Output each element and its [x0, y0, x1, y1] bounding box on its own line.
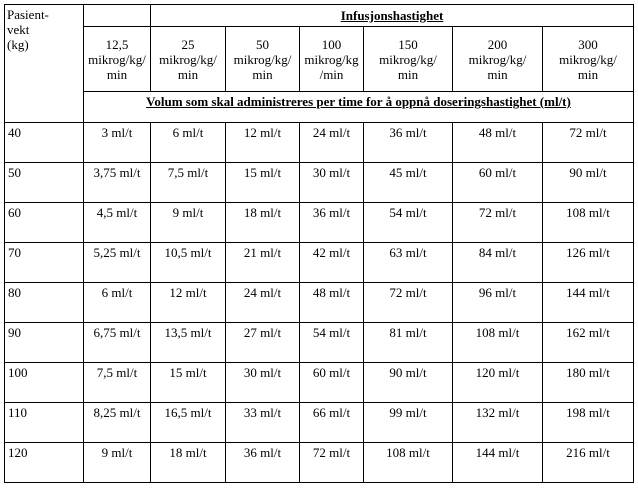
rate-unit2: min — [487, 66, 508, 82]
volume-cell: 16,5 ml/t — [151, 403, 226, 443]
rate-value: 150 — [398, 36, 418, 52]
rate-header-cell — [151, 27, 226, 92]
volume-cell: 36 ml/t — [300, 203, 364, 243]
volume-cell: 96 ml/t — [453, 283, 543, 323]
volume-cell: 9 ml/t — [151, 203, 226, 243]
dosage-table — [4, 4, 634, 483]
rate-value: 200 — [487, 36, 508, 52]
rate-unit2: min — [397, 66, 419, 82]
volume-cell: 72 ml/t — [543, 123, 634, 163]
volume-cell: 18 ml/t — [151, 443, 226, 483]
rate-unit1: mikrog/kg/ — [233, 51, 292, 67]
table-body — [5, 123, 634, 483]
volume-cell: 42 ml/t — [300, 243, 364, 283]
volume-cell: 8,25 ml/t — [84, 403, 151, 443]
volume-cell: 60 ml/t — [300, 363, 364, 403]
volume-cell: 72 ml/t — [300, 443, 364, 483]
volume-cell: 30 ml/t — [300, 163, 364, 203]
volume-cell: 9 ml/t — [84, 443, 151, 483]
weight-label-line3: (kg) — [7, 37, 29, 52]
volume-cell: 72 ml/t — [453, 203, 543, 243]
rate-value: 12,5 — [105, 36, 129, 52]
volume-cell: 216 ml/t — [543, 443, 634, 483]
volume-cell: 72 ml/t — [364, 283, 453, 323]
weight-cell: 90 — [5, 323, 84, 363]
volume-cell: 99 ml/t — [364, 403, 453, 443]
volume-cell: 54 ml/t — [300, 323, 364, 363]
rate-value: 100 — [321, 36, 342, 52]
table-row — [5, 163, 634, 203]
rate-header-cell — [226, 27, 300, 92]
volume-cell: 162 ml/t — [543, 323, 634, 363]
volume-cell: 36 ml/t — [226, 443, 300, 483]
weight-label-line1: Pasient- — [7, 7, 49, 22]
volume-cell: 144 ml/t — [543, 283, 634, 323]
volume-cell: 24 ml/t — [300, 123, 364, 163]
volume-cell: 54 ml/t — [364, 203, 453, 243]
rate-value: 300 — [578, 36, 598, 52]
volume-cell: 7,5 ml/t — [84, 363, 151, 403]
volume-cell: 6 ml/t — [84, 283, 151, 323]
volume-cell: 198 ml/t — [543, 403, 634, 443]
rate-unit2: min — [177, 66, 199, 82]
volume-cell: 120 ml/t — [453, 363, 543, 403]
volume-cell: 10,5 ml/t — [151, 243, 226, 283]
volume-cell: 24 ml/t — [226, 283, 300, 323]
volume-cell: 7,5 ml/t — [151, 163, 226, 203]
rate-unit2: min — [252, 66, 273, 82]
volume-cell: 13,5 ml/t — [151, 323, 226, 363]
volume-cell: 180 ml/t — [543, 363, 634, 403]
table-row — [5, 123, 634, 163]
volume-cell: 108 ml/t — [543, 203, 634, 243]
volume-cell: 18 ml/t — [226, 203, 300, 243]
volume-cell: 81 ml/t — [364, 323, 453, 363]
rate-unit1: mikrog/kg/ — [559, 51, 617, 67]
volume-cell: 6 ml/t — [151, 123, 226, 163]
weight-cell: 120 — [5, 443, 84, 483]
volume-cell: 12 ml/t — [151, 283, 226, 323]
rate-header-cell — [453, 27, 543, 92]
volume-cell: 126 ml/t — [543, 243, 634, 283]
volume-cell: 48 ml/t — [453, 123, 543, 163]
weight-column-header — [5, 5, 84, 123]
rate-value: 25 — [181, 36, 195, 52]
rate-unit1: mikrog/kg/ — [88, 51, 146, 67]
rate-header-cell — [300, 27, 364, 92]
volume-cell: 27 ml/t — [226, 323, 300, 363]
weight-cell: 50 — [5, 163, 84, 203]
volume-cell: 90 ml/t — [364, 363, 453, 403]
table-row — [5, 283, 634, 323]
volume-cell: 5,25 ml/t — [84, 243, 151, 283]
volume-cell: 6,75 ml/t — [84, 323, 151, 363]
weight-cell: 60 — [5, 203, 84, 243]
volume-cell: 12 ml/t — [226, 123, 300, 163]
volume-cell: 63 ml/t — [364, 243, 453, 283]
volume-cell: 15 ml/t — [226, 163, 300, 203]
rate-unit1: mikrog/kg/ — [379, 51, 437, 67]
rate-unit1: mikrog/kg/ — [159, 51, 217, 67]
rate-unit2: min — [577, 66, 599, 82]
volume-cell: 36 ml/t — [364, 123, 453, 163]
volume-cell: 132 ml/t — [453, 403, 543, 443]
table-row — [5, 363, 634, 403]
weight-cell: 80 — [5, 283, 84, 323]
table-row — [5, 203, 634, 243]
rate-header-cell — [364, 27, 453, 92]
rate-unit2: min — [106, 66, 128, 82]
rate-value: 50 — [256, 36, 269, 52]
volume-cell: 60 ml/t — [453, 163, 543, 203]
table-row — [5, 323, 634, 363]
rate-header-row — [5, 27, 634, 92]
rate-unit2: /min — [319, 66, 344, 82]
volume-cell: 4,5 ml/t — [84, 203, 151, 243]
weight-cell: 110 — [5, 403, 84, 443]
weight-cell: 100 — [5, 363, 84, 403]
volume-cell: 144 ml/t — [453, 443, 543, 483]
volume-cell: 48 ml/t — [300, 283, 364, 323]
volume-cell: 33 ml/t — [226, 403, 300, 443]
volume-cell: 90 ml/t — [543, 163, 634, 203]
weight-cell: 70 — [5, 243, 84, 283]
rate-unit1: mikrog/kg — [304, 51, 359, 67]
weight-label-line2: vekt — [7, 22, 30, 37]
corner-blank-cell — [84, 5, 151, 27]
rate-header-cell — [543, 27, 634, 92]
volume-cell: 84 ml/t — [453, 243, 543, 283]
table-row — [5, 243, 634, 283]
table-row — [5, 403, 634, 443]
volume-cell: 108 ml/t — [453, 323, 543, 363]
volume-cell: 3,75 ml/t — [84, 163, 151, 203]
volume-cell: 108 ml/t — [364, 443, 453, 483]
volume-cell: 15 ml/t — [151, 363, 226, 403]
volume-cell: 21 ml/t — [226, 243, 300, 283]
infusion-rate-title: Infusjonshastighet — [151, 5, 634, 27]
volume-cell: 66 ml/t — [300, 403, 364, 443]
volume-cell: 30 ml/t — [226, 363, 300, 403]
volume-cell: 3 ml/t — [84, 123, 151, 163]
volume-title: Volum som skal administreres per time for å oppnå doseringshastighet (ml/t) — [84, 92, 634, 123]
table-row — [5, 443, 634, 483]
rate-header-cell — [84, 27, 151, 92]
volume-cell: 45 ml/t — [364, 163, 453, 203]
rate-unit1: mikrog/kg/ — [468, 51, 527, 67]
weight-cell: 40 — [5, 123, 84, 163]
